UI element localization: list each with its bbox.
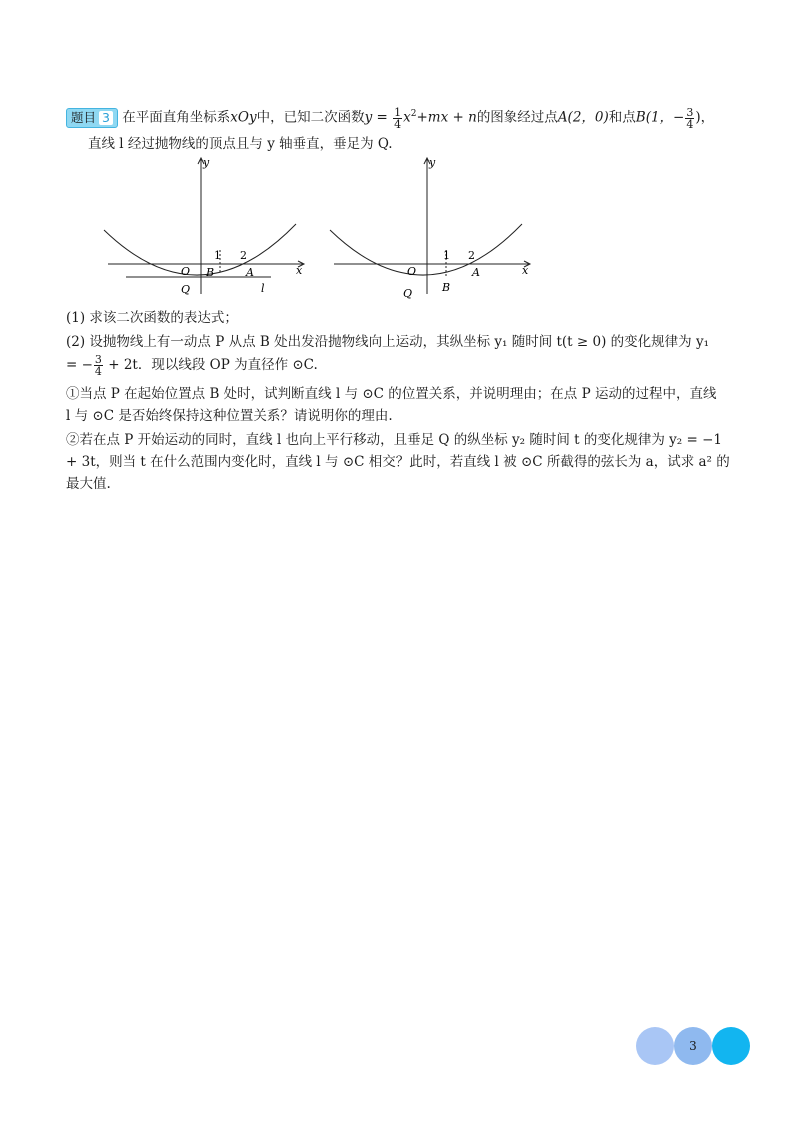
question-2-2-line-1: ②若在点 P 开始运动的同时，直线 l 也向上平行移动，且垂足 Q 的纵坐标 y₂ 随时间 t 的变化规律为 y₂ = −1	[66, 432, 722, 448]
question-2-1-line-2: l 与 ⊙C 是否始终保持这种位置关系？请说明你的理由.	[66, 408, 393, 424]
fig1-label-y: y	[203, 156, 210, 169]
fig2-label-b: B	[442, 281, 451, 294]
point-a: A(2，0)	[557, 109, 609, 126]
intro-text-c: 的图象经过点	[476, 109, 558, 126]
func-x: x	[403, 109, 411, 126]
fig2-tick-2: 2	[468, 249, 475, 262]
fig1-label-q: Q	[181, 283, 191, 296]
point-b-den: 4	[686, 117, 694, 131]
fig1-label-l: l	[261, 282, 265, 295]
footer-dot-right	[712, 1027, 750, 1065]
intro-line-1	[66, 104, 714, 130]
badge-number: 3	[99, 111, 113, 125]
fig2-label-o: O	[407, 265, 417, 278]
figure-1	[96, 154, 316, 304]
page-number: 3	[689, 1039, 697, 1053]
fig1-label-a: A	[246, 266, 254, 279]
fig1-label-b: B	[206, 266, 215, 279]
intro-text-a: 在平面直角坐标系	[122, 109, 231, 126]
badge-label: 题目	[71, 109, 97, 125]
q2-frac	[94, 354, 103, 377]
fig1-label-o: O	[181, 265, 191, 278]
fig2-tick-1: 1	[443, 249, 450, 262]
figure-2	[322, 154, 542, 304]
intro-text-d: 和点	[608, 109, 636, 126]
intro-line-2: 直线 l 经过抛物线的顶点且与 y 轴垂直，垂足为 Q.	[88, 136, 393, 152]
func-frac-num: 1	[394, 105, 402, 119]
coord-system: xOy	[230, 109, 257, 126]
footer-dot-page	[674, 1027, 712, 1065]
q2-eq-post: + 2t．现以线段 OP 为直径作 ⊙C.	[103, 357, 318, 373]
problem-badge	[66, 108, 118, 128]
point-b-pre: B(1，−	[635, 109, 685, 126]
point-b-frac	[685, 107, 694, 130]
fig1-tick-1: 1	[214, 249, 221, 262]
question-2-line-2	[66, 354, 318, 377]
footer-dot-left	[636, 1027, 674, 1065]
question-2-line-1: (2) 设抛物线上有一动点 P 从点 B 处出发沿抛物线向上运动，其纵坐标 y₁ 随时间 t(t ≥ 0) 的变化规律为 y₁	[66, 334, 709, 350]
q2-frac-num: 3	[94, 353, 102, 366]
fig2-label-x: x	[522, 264, 529, 277]
func-sq: 2	[410, 109, 417, 119]
point-b-post: )	[695, 109, 701, 126]
func-frac	[393, 107, 402, 130]
func-y: y	[364, 109, 373, 126]
q2-eq-pre: = −	[66, 357, 93, 373]
question-1: (1) 求该二次函数的表达式；	[66, 310, 238, 326]
fig1-parabola	[104, 224, 296, 275]
fig2-label-a: A	[472, 266, 480, 279]
fig2-label-q: Q	[403, 287, 413, 300]
func-frac-den: 4	[394, 117, 402, 131]
intro-text-b: 中，已知二次函数	[256, 109, 365, 126]
fig1-label-x: x	[296, 264, 303, 277]
point-b-num: 3	[686, 105, 694, 119]
fig2-parabola	[330, 224, 522, 275]
func-rest: +mx + n	[416, 109, 477, 126]
fig1-tick-2: 2	[240, 249, 247, 262]
func-eq: =	[372, 109, 393, 126]
question-2-2-line-3: 最大值.	[66, 476, 111, 492]
q2-frac-den: 4	[94, 365, 102, 378]
fig2-label-y: y	[429, 156, 436, 169]
question-2-2-line-2: + 3t，则当 t 在什么范围内变化时，直线 l 与 ⊙C 相交？此时，若直线 l 被 ⊙C 所截得的弦长为 a，试求 a² 的	[66, 454, 730, 470]
question-2-1-line-1: ①当点 P 在起始位置点 B 处时，试判断直线 l 与 ⊙C 的位置关系，并说明理由；在点 P 运动的过程中，直线	[66, 386, 717, 402]
page-footer	[636, 1027, 752, 1067]
intro-text-e: ，	[700, 109, 715, 126]
